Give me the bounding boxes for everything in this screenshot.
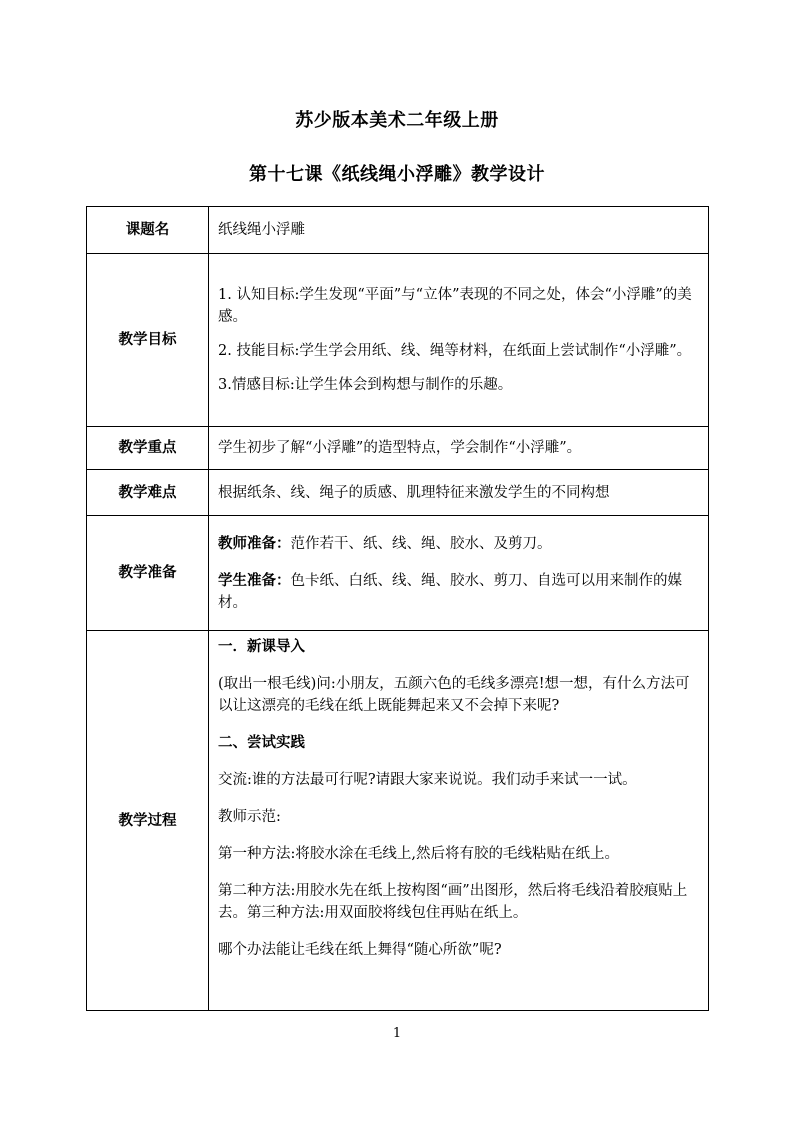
goals-label: 教学目标: [87, 254, 209, 427]
process-label: 教学过程: [87, 631, 209, 1011]
topic-value: 纸线绳小浮雕: [209, 207, 709, 254]
practice-line: 交流:谁的方法最可行呢?请跟大家来说说。我们动手来试一一试。: [218, 772, 637, 788]
table-row-process: [87, 631, 709, 1011]
student-preparation-value: 色卡纸、白纸、线、绳、胶水、剪刀、自选可以用来制作的媒材。: [218, 572, 682, 611]
difficulties-label: 教学难点: [87, 470, 209, 516]
preparation-label: 教学准备: [87, 516, 209, 631]
lesson-title: 第十七课《纸线绳小浮雕》教学设计: [249, 164, 545, 185]
practice-line: 第一种方法:将胶水涂在毛线上,然后将有胶的毛线粘贴在纸上。: [218, 846, 619, 862]
goal-cognitive: 1. 认知目标:学生发现“平面”与“立体”表现的不同之处，体会“小浮雕”的美感。: [218, 287, 692, 325]
section-heading-practice: 二、尝试实践: [218, 734, 305, 751]
goal-skill: 2. 技能目标:学生学会用纸、线、绳等材料，在纸面上尝试制作“小浮雕”。: [218, 343, 692, 359]
student-preparation-label: 学生准备：: [218, 571, 291, 589]
table-row-key-points: [87, 427, 709, 470]
difficulties-value: 根据纸条、线、绳子的质感、肌理特征来激发学生的不同构想: [209, 470, 709, 516]
practice-line: 教师示范:: [218, 809, 281, 825]
table-row-topic: [87, 207, 709, 254]
teacher-preparation-label: 教师准备：: [218, 534, 291, 552]
goals-content: [209, 254, 709, 427]
process-content: [209, 631, 709, 1011]
lesson-plan-table: [86, 206, 709, 1011]
key-points-label: 教学重点: [87, 427, 209, 470]
page-number: 1: [392, 1026, 402, 1041]
document-title: 苏少版本美术二年级上册: [295, 110, 499, 131]
practice-line: 哪个办法能让毛线在纸上舞得“随心所欲”呢?: [218, 942, 502, 958]
goal-emotion: 3.情感目标:让学生体会到构想与制作的乐趣。: [218, 377, 513, 393]
topic-label: 课题名: [87, 207, 209, 254]
intro-text: (取出一根毛线)问:小朋友，五颜六色的毛线多漂亮!想一想，有什么方法可以让这漂亮的毛线在纸上既能舞起来又不会掉下来呢?: [218, 676, 690, 714]
practice-line: 第二种方法:用胶水先在纸上按构图“画”出图形，然后将毛线沿着胶痕贴上去。第三种方法:用双面胶将线包住再贴在纸上。: [218, 883, 688, 921]
table-row-difficulties: [87, 470, 709, 516]
section-heading-intro: 一．新课导入: [218, 638, 305, 655]
key-points-value: 学生初步了解“小浮雕”的造型特点，学会制作“小浮雕”。: [209, 427, 709, 470]
table-row-goals: [87, 254, 709, 427]
teacher-preparation-value: 范作若干、纸、线、绳、胶水、及剪刀。: [290, 535, 552, 552]
teacher-preparation: [218, 533, 700, 555]
table-row-preparation: [87, 516, 709, 631]
student-preparation: [218, 570, 700, 614]
preparation-content: [209, 516, 709, 631]
